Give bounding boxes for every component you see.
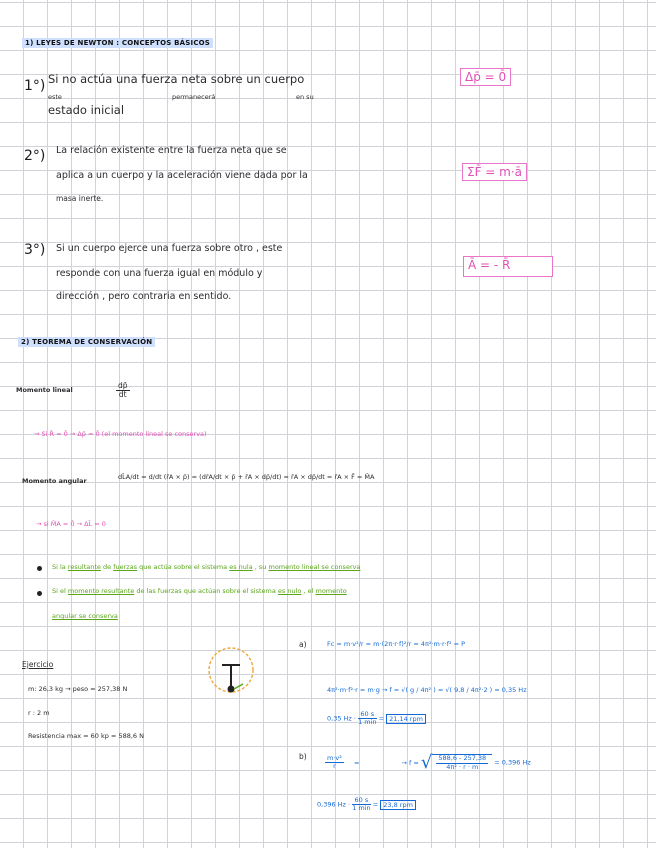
bullet2-b: momento resultante bbox=[67, 587, 135, 595]
a-eq3-fraction bbox=[358, 711, 376, 726]
bullet1-g: , su bbox=[254, 563, 267, 571]
b-left-fraction bbox=[325, 755, 344, 770]
angular-conservation-note: → si M̄A = 0̄ → ΔL̄ = 0 bbox=[36, 520, 106, 528]
law1-line2-right: en su bbox=[296, 93, 314, 101]
law1-number: 1°) bbox=[24, 78, 46, 94]
bullet2-e: , el bbox=[303, 587, 314, 595]
bullet2-continuation: angular se conserva bbox=[52, 612, 118, 620]
b-eq2-frac-bot: 1 min bbox=[352, 804, 371, 813]
b-eq2-fraction bbox=[352, 797, 370, 812]
bullet2-a: Si el bbox=[52, 587, 66, 595]
law2-line2: aplica a un cuerpo y la aceleración viene dada por la bbox=[56, 170, 308, 181]
bullet1-c: de bbox=[103, 563, 112, 571]
b-left-bot: r bbox=[333, 762, 336, 770]
exercise-radius-line: r : 2 m bbox=[28, 709, 50, 717]
bullet2-c: de las fuerzas que actúan sobre el sistema bbox=[136, 587, 276, 595]
exercise-title: Ejercicio bbox=[22, 660, 54, 669]
bullet1-a: Si la bbox=[52, 563, 66, 571]
law3-line2: responde con una fuerza igual en módulo y bbox=[56, 268, 263, 279]
a-result-box: 21,14 rpm bbox=[386, 714, 426, 724]
b-equals: = bbox=[353, 758, 360, 767]
bullet1-text bbox=[52, 563, 360, 571]
section2-heading: 2) TEOREMA DE CONSERVACIÓN bbox=[18, 337, 155, 347]
bullet1-f: es nula bbox=[229, 563, 253, 571]
law2-number: 2°) bbox=[24, 148, 46, 164]
momento-lineal-derivative bbox=[116, 382, 130, 400]
momento-angular-label: Momento angular bbox=[22, 477, 87, 485]
section1-heading: 1) LEYES DE NEWTON : CONCEPTOS BÁSICOS bbox=[22, 38, 213, 48]
law3-number: 3°) bbox=[24, 242, 46, 258]
law1-line2-mid: permanecerá bbox=[172, 93, 216, 101]
bullet1-h: momento lineal se conserva bbox=[268, 563, 361, 571]
law2-line3: masa inerte. bbox=[56, 194, 104, 203]
bullet2-f: momento bbox=[315, 587, 347, 595]
b-arrow: → f = bbox=[401, 758, 419, 767]
lineal-conservation-note: → Si R̄ = 0̄ → Δp̄ = 0̄ (el momento lineal se conserva) bbox=[34, 430, 207, 438]
law3-line1: Si un cuerpo ejerce una fuerza sobre otro , este bbox=[56, 243, 283, 254]
momento-lineal-label: Momento lineal bbox=[16, 386, 73, 394]
bullet1-e: que actúa sobre el sistema bbox=[139, 563, 228, 571]
b-sqrt-bot: 4π² · r · m bbox=[446, 762, 479, 771]
newton-third-law-formula: Ā = - R̄ bbox=[463, 256, 553, 277]
newton-second-law-formula: ΣF̄ = m·ā bbox=[462, 163, 527, 181]
bullet-dot-1 bbox=[37, 566, 42, 571]
a-eq3-left: 0,35 Hz · bbox=[327, 714, 356, 723]
newton-first-law-formula: Δp̄ = 0̄ bbox=[460, 68, 511, 86]
law2-line1: La relación existente entre la fuerza neta que se bbox=[56, 145, 287, 156]
exercise-mass-line: m: 26,3 kg → peso = 257,38 N bbox=[28, 685, 128, 693]
a-eq3-frac-top: 60 s bbox=[358, 711, 376, 719]
b-sqrt-fraction bbox=[432, 754, 492, 770]
part-a-label: a) bbox=[299, 640, 307, 649]
derivative-denominator: dt bbox=[118, 390, 127, 400]
exercise-resistance-line: Resistencia max = 60 kp = 588,6 N bbox=[28, 732, 144, 740]
b-sqrt-top: 588,6 - 257,38 bbox=[438, 754, 487, 763]
part-a-equation2: 4π²·m·f²·r = m·g → f = √( g / 4π² ) = √( 9,8 / 4π²·2 ) = 0,35 Hz bbox=[327, 686, 527, 694]
b-left-top: m·v² bbox=[327, 753, 342, 762]
bullet2-text bbox=[52, 587, 347, 595]
angular-momentum-equation: dL̄A/dt = d/dt (r̄A × p̄) = (dr̄A/dt × p̄ + r̄A × dp̄/dt) = r̄A × dp̄/dt = r̄A × F̄ = M̄A bbox=[118, 473, 375, 481]
law1-line3: estado inicial bbox=[48, 103, 125, 117]
bullet2-d: es nulo bbox=[277, 587, 302, 595]
part-a-equation1: Fc = m·v²/r = m·(2π·r·f)²/r = 4π²·m·r·f² = P bbox=[327, 640, 466, 648]
ball bbox=[228, 686, 235, 693]
law1-line2-left: este bbox=[48, 93, 62, 101]
b-eq2-left: 0,396 Hz · bbox=[317, 800, 351, 809]
derivative-numerator: dp̄ bbox=[118, 381, 128, 390]
velocity-arrow bbox=[234, 684, 243, 689]
part-b-equation1 bbox=[325, 752, 531, 773]
b-sqrt-sign: √ bbox=[420, 752, 433, 773]
bullet1-d: fuerzas bbox=[113, 563, 138, 571]
part-a-equation3: 0,35 Hz · $\frac{60 s}{1 \min}$ = 21,14 rpm bbox=[327, 711, 426, 726]
rotation-diagram bbox=[203, 642, 259, 698]
b-result: = 0,396 Hz bbox=[494, 758, 531, 767]
part-b-equation2: 0,396 Hz · $\frac{60 s}{1 \min}$ = 23,8 rpm bbox=[317, 797, 416, 812]
b-result-box: 23,8 rpm bbox=[380, 800, 416, 810]
b-eq2-frac-top: 60 s bbox=[352, 797, 370, 805]
a-eq3-frac-bot: 1 min bbox=[358, 718, 377, 727]
law3-line3: dirección , pero contraria en sentido. bbox=[56, 291, 232, 302]
part-b-label: b) bbox=[299, 752, 307, 761]
law1-line1: Si no actúa una fuerza neta sobre un cuerpo bbox=[48, 72, 305, 86]
bullet1-b: resultante bbox=[67, 563, 101, 571]
bullet-dot-2 bbox=[37, 591, 42, 596]
